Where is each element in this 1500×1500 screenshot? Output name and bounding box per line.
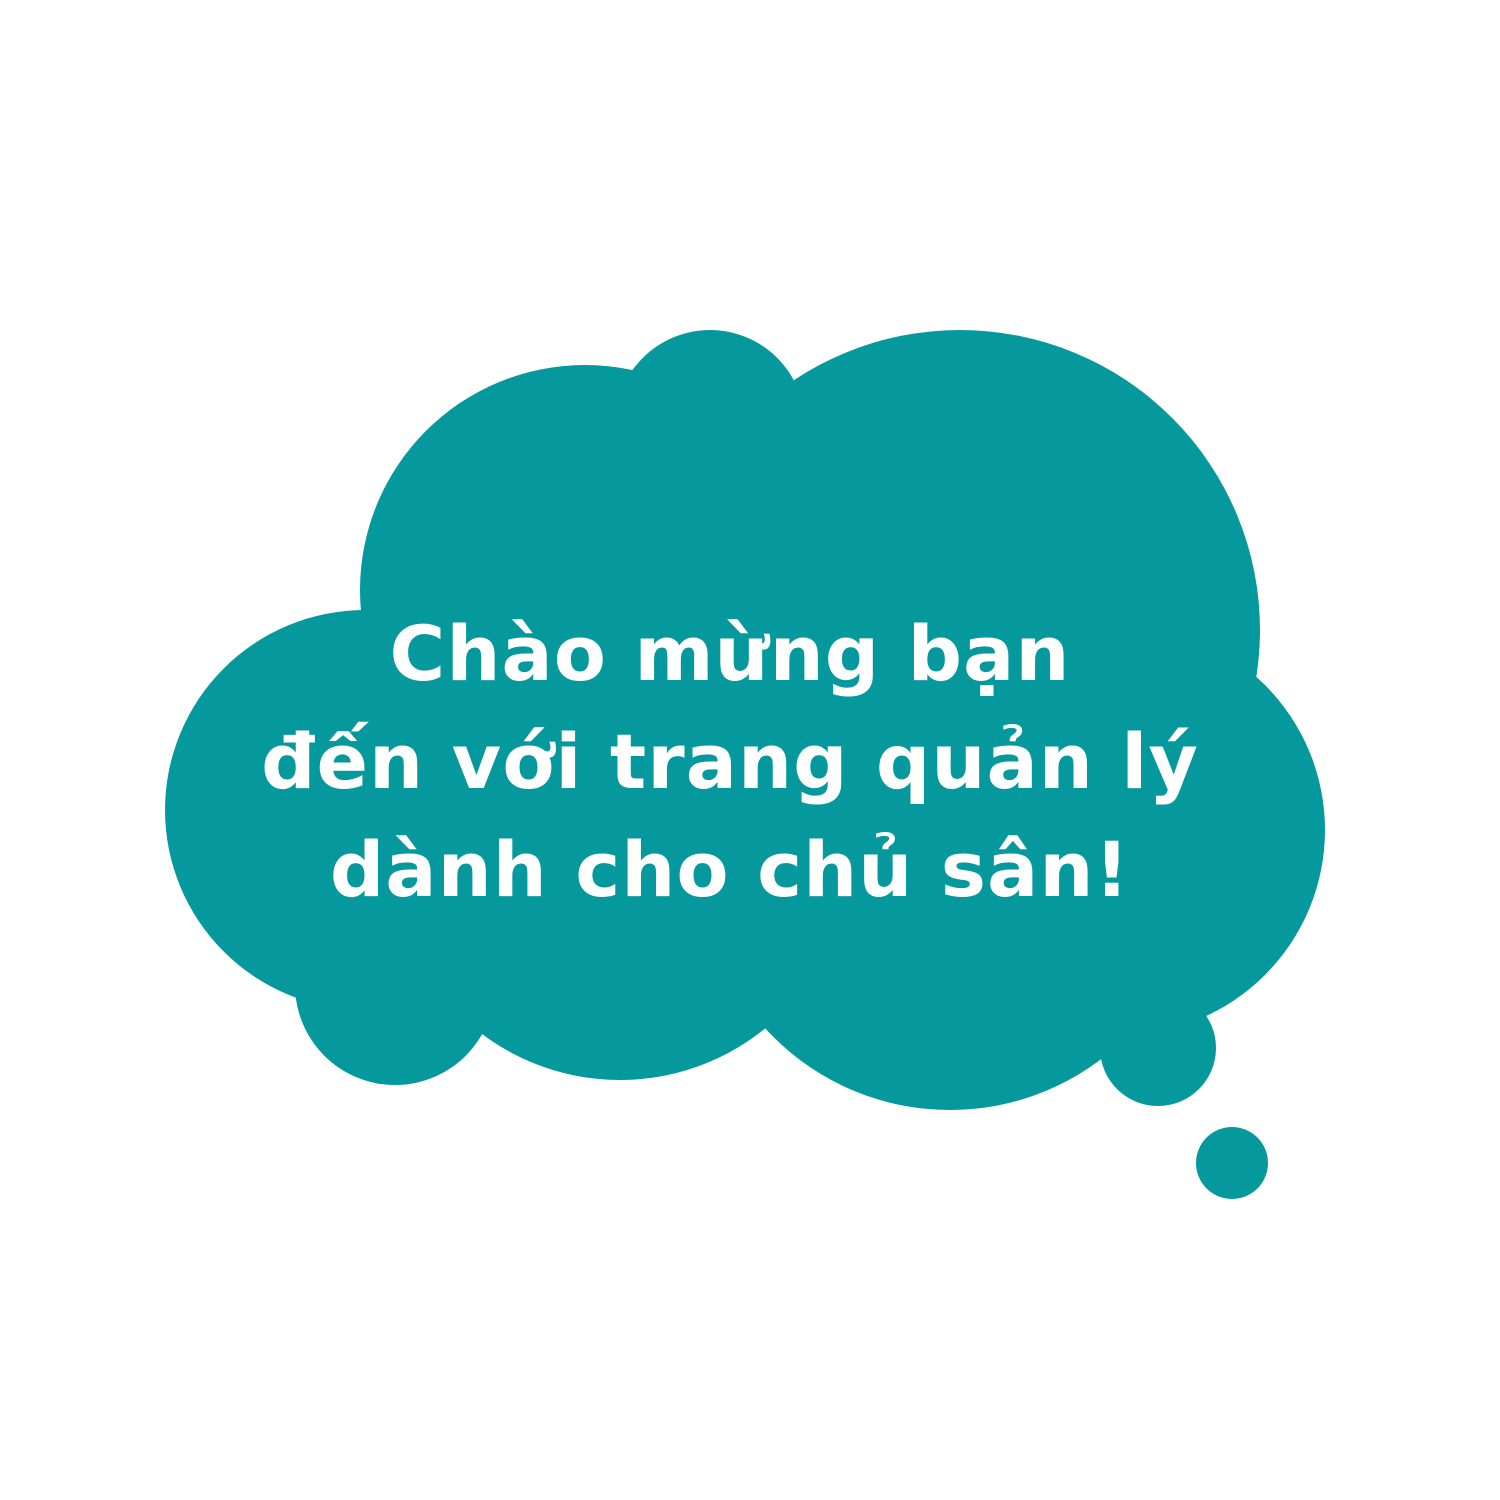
welcome-message bbox=[200, 600, 1260, 920]
thought-dot-small bbox=[1196, 1127, 1268, 1199]
welcome-line-1: Chào mừng bạn bbox=[389, 609, 1071, 698]
welcome-line-2: đến với trang quản lý bbox=[261, 717, 1199, 806]
welcome-line-3: dành cho chủ sân! bbox=[329, 825, 1131, 914]
thought-dot-large bbox=[1100, 990, 1216, 1106]
